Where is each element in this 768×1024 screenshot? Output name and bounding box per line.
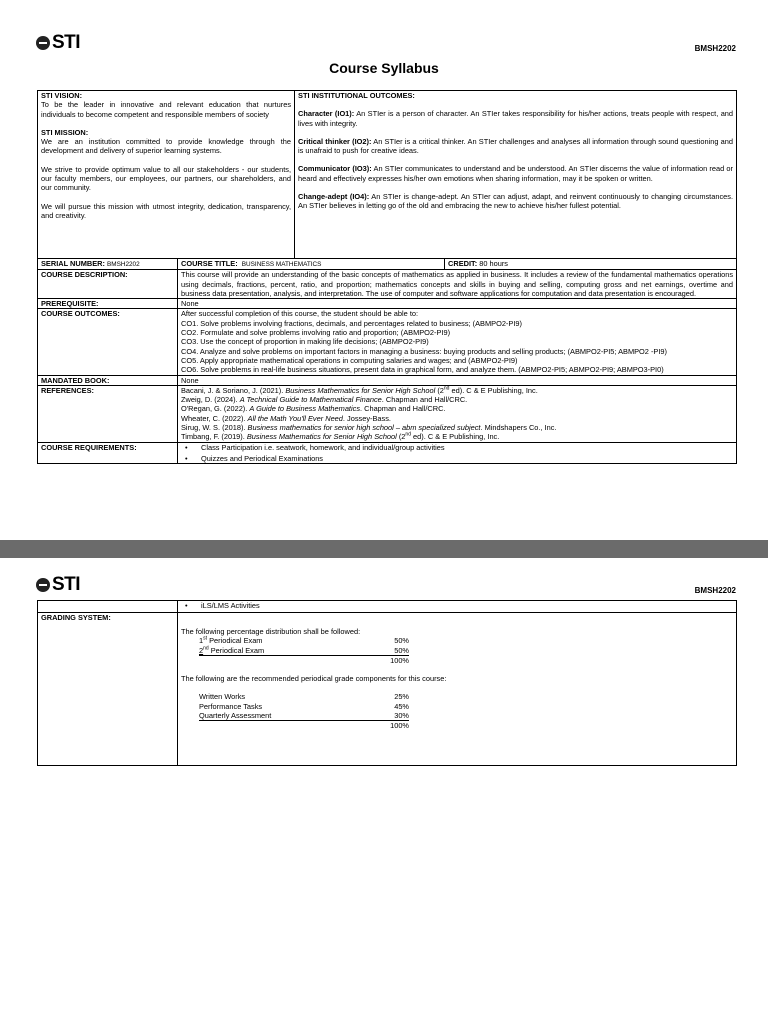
sti-logo: STI xyxy=(36,32,80,54)
syllabus-page-2 xyxy=(0,558,768,1024)
references-list xyxy=(178,385,737,442)
list-item: CO2. Formulate and solve problems involving ratio and proportion; (ABMPO2-PI9) xyxy=(181,328,451,338)
sti-globe-icon xyxy=(36,36,50,50)
reference-item: Wheater, C. (2022). All the Math You'll Ever Need. Jossey-Bass. xyxy=(181,413,391,423)
list-item: CO4. Analyze and solve problems on important factors in managing a business: buying products and selling products; (ABMPO2-PI5; ABMPO2 -PI9) xyxy=(181,346,667,356)
grade-row: Written Works 25% xyxy=(199,692,409,702)
grade-total: 100% xyxy=(390,655,409,665)
grading-content xyxy=(178,613,737,766)
syllabus-table-continued xyxy=(37,600,737,766)
credit-cell: CREDIT: 80 hours xyxy=(445,259,737,270)
course-code: BMSH2202 xyxy=(694,44,736,53)
bullet-icon: • xyxy=(185,442,188,452)
mission-text-1: We are an institution committed to provide knowledge through the development and delivery of superior learning systems. xyxy=(41,137,292,156)
requirements-label: COURSE REQUIREMENTS: xyxy=(38,442,178,464)
list-item: CO3. Use the concept of proportion in making life decisions; (ABMPO2-PI9) xyxy=(181,337,429,347)
grading-intro-2: The following are the recommended periodical grade components for this course: xyxy=(181,674,447,684)
course-outcomes-list: After successful completion of this course, the student should be able to: CO1. Solve problems involving fractions, decimals, and percentages related to business; (ABMPO2-PI9) CO2. Formulate and solve problems involving ratio and proportion; (ABMPO2-PI9) CO3. Use the concept of proportion in making life decisions; (ABMPO2-PI9) CO4. Analyze and solve problems on important factors in managing a business: buying products and selling products; (ABMPO2-PI5; ABMPO2 -PI9) CO5. Apply appropriate mathematical operations in computing salaries and wages; and (ABMPO2-PI9) CO6. Solve problems in real-life business situations, present data in graphical form, and analyze them. (ABMPO2-PI5; ABMPO2-PI9; ABMPO3-PI0) xyxy=(178,309,737,375)
list-item: • iLS/LMS Activities xyxy=(185,601,260,610)
syllabus-table xyxy=(37,90,737,464)
grading-label: GRADING SYSTEM: xyxy=(38,613,178,766)
mandated-book-label: MANDATED BOOK: xyxy=(38,375,178,385)
grade-row: Quarterly Assessment 30% xyxy=(199,711,409,721)
sti-logo: STI xyxy=(36,574,80,596)
serial-number-cell: SERIAL NUMBER: BMSH2202 xyxy=(38,259,178,270)
grade-row: Performance Tasks 45% xyxy=(199,701,409,711)
reference-item: Sirug, W. S. (2018). Business mathematics for senior high school – abm specialized subject. Mindshapers Co., Inc. xyxy=(181,423,557,433)
reference-item: Zweig, D. (2024). A Technical Guide to Mathematical Finance. Chapman and Hall/CRC. xyxy=(181,395,468,405)
vision-label: STI VISION: xyxy=(41,91,83,100)
grading-intro-1: The following percentage distribution shall be followed: xyxy=(181,627,361,636)
course-code: BMSH2202 xyxy=(694,586,736,595)
mission-label: STI MISSION: xyxy=(41,127,89,137)
course-title-cell: COURSE TITLE: BUSINESS MATHEMATICS xyxy=(178,259,445,270)
list-item: • Quizzes and Periodical Examinations xyxy=(185,453,324,463)
references-label: REFERENCES: xyxy=(38,385,178,442)
vision-mission-cell xyxy=(38,91,295,259)
vision-text: To be the leader in innovative and relevant education that nurtures individuals to become competent and responsible members of society xyxy=(41,100,292,119)
prerequisite-label: PREREQUISITE: xyxy=(38,299,178,309)
list-item: • Class Participation i.e. seatwork, homework, and individual/group activities xyxy=(185,442,445,452)
mission-text-2: We strive to provide optimum value to all our stakeholders - our students, our faculty members, our employees, our partners, our shareholders, and our community. xyxy=(41,164,292,193)
course-outcomes-label: COURSE OUTCOMES: xyxy=(38,309,178,375)
reference-item: Bacani, J. & Soriano, J. (2021). Business Mathematics for Senior High School (2nd ed). C & E Publishing, Inc. xyxy=(181,385,538,395)
bullet-icon: • xyxy=(185,601,188,610)
list-item: CO6. Solve problems in real-life business situations, present data in graphical form, and analyze them. (ABMPO2-PI5; ABMPO2-PI9; ABMPO3-PI0) xyxy=(181,365,664,375)
requirements-continued xyxy=(178,601,737,613)
outcome-io1: Character (IO1): An STIer is a person of character. An STIer takes responsibility for his/her actions, treats people with respect, and lives with integrity. xyxy=(298,109,734,128)
description-text: This course will provide an understanding of the basic concepts of mathematics as applied in business. It includes a review of the fundamental mathematics operations using decimals, fractions, percent, ratio, and proportion; mathematics concepts and skills in buying and selling, computing gross and net earnings, overtime and business data presentation, analysis, and interpretation. The use of computer and software applications for computation and data presentation is encouraged. xyxy=(178,270,737,299)
grade-total: 100% xyxy=(390,721,409,731)
prerequisite-value: None xyxy=(178,299,737,309)
list-item: CO5. Apply appropriate mathematical operations in computing salaries and wages; and (ABMPO2-PI9) xyxy=(181,355,518,365)
grade-row: 1st Periodical Exam 50% xyxy=(199,635,409,646)
outcome-io2: Critical thinker (IO2): An STIer is a critical thinker. An STIer challenges and analyses all information through sound questioning and is unafraid to push for creative ideas. xyxy=(298,136,734,156)
page-title: Course Syllabus xyxy=(329,60,439,76)
outcome-io3: Communicator (IO3): An STIer communicates to understand and be understood. An STIer discerns the value of information read or heard and effectively expresses his/her own emotions when sharing information, may it be spoken or written. xyxy=(298,164,734,183)
institutional-outcomes-cell xyxy=(295,91,737,259)
sti-globe-icon xyxy=(36,578,50,592)
reference-item: Timbang, F. (2019). Business Mathematics for Senior High School (2nd ed). C & E Publishing, Inc. xyxy=(181,431,500,442)
mission-text-3: We will pursue this mission with utmost integrity, dedication, transparency, and creativity. xyxy=(41,201,292,220)
mandated-book-value: None xyxy=(178,375,737,385)
list-item: CO1. Solve problems involving fractions, decimals, and percentages related to business; (ABMPO2-PI9) xyxy=(181,318,522,328)
description-label: COURSE DESCRIPTION: xyxy=(38,270,178,299)
requirements-list xyxy=(178,442,737,464)
grade-row: 2nd Periodical Exam 50% xyxy=(199,645,409,655)
bullet-icon: • xyxy=(185,453,188,463)
outcome-io4: Change-adept (IO4): An STIer is change-adept. An STIer can adjust, adapt, and reinvent continuously to changing circumstances. An STIer believes in letting go of the old and embracing the new to achieve his/her fullest potential. xyxy=(298,192,734,211)
reference-item: O'Regan, G. (2022). A Guide to Business Mathematics. Chapman and Hall/CRC. xyxy=(181,404,446,414)
outcomes-label: STI INSTITUTIONAL OUTCOMES: xyxy=(298,91,415,100)
